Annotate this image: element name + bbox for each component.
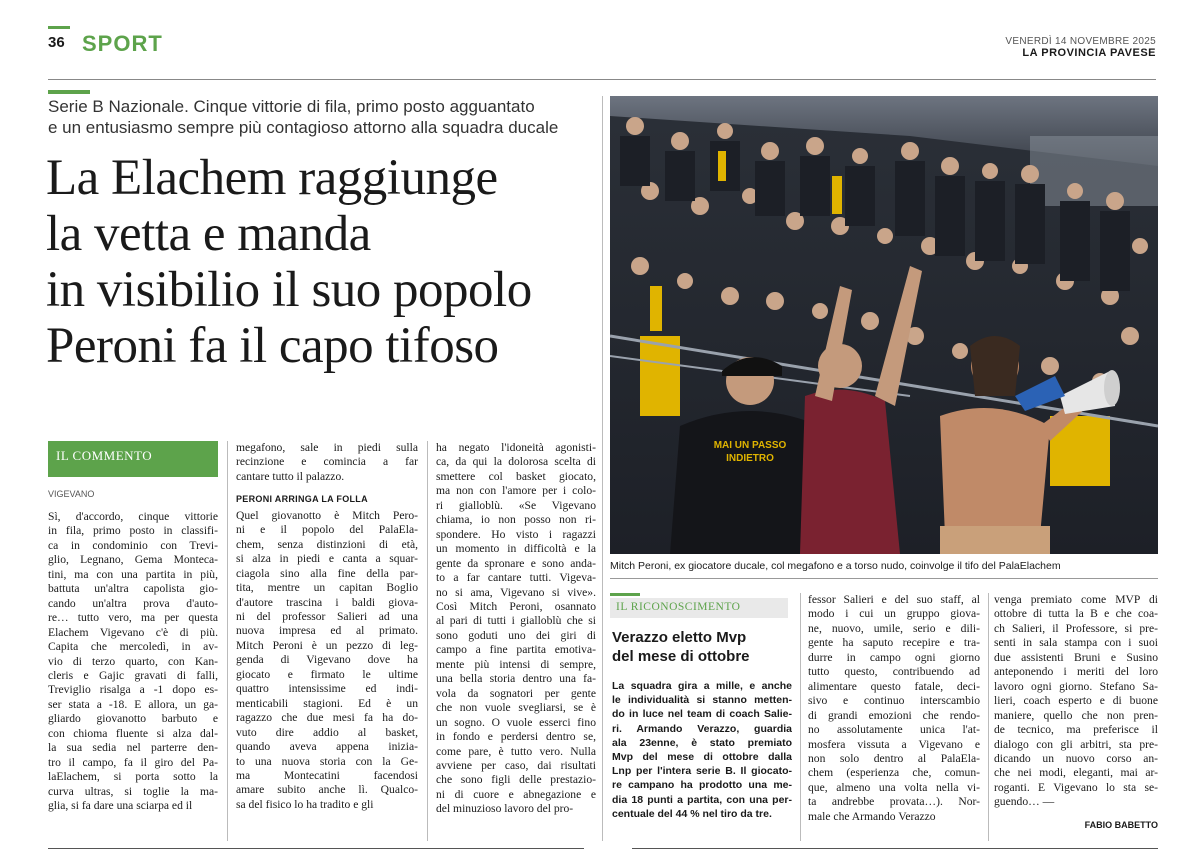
footer-rule bbox=[48, 848, 584, 849]
riconoscimento-label-box bbox=[610, 598, 788, 618]
text-line: glio, Legnano, Gema Monteca- bbox=[48, 553, 218, 567]
text-line: avviene per caso, dai risultati bbox=[436, 758, 596, 772]
text-line: con chioma fluente si alza dal- bbox=[48, 726, 218, 740]
article-kicker bbox=[48, 96, 596, 138]
text-line: ragazzo che due mesi fa ha do- bbox=[236, 711, 418, 725]
text-line: tutto questo, contribuendo ad bbox=[808, 665, 980, 679]
text-line: durre in campo ogni giorno bbox=[808, 650, 980, 664]
headline-line: in visibilio il suo popolo bbox=[46, 262, 532, 318]
header-accent-rule bbox=[48, 26, 70, 29]
text-line: quando aveva appena inizia- bbox=[236, 740, 418, 754]
text-line: mente più intensi di sempre, bbox=[436, 657, 596, 671]
page-number: 36 bbox=[48, 34, 65, 51]
riconoscimento-body bbox=[612, 679, 792, 821]
text-line: centuale del 44 % nel tiro da tre. bbox=[612, 807, 772, 820]
text-line: que, almeno una volta nella vi- bbox=[808, 780, 980, 794]
text-line: maniere, quello che non pren- bbox=[994, 708, 1158, 722]
text-line: Treviglio risalga a -1 dopo es- bbox=[48, 683, 218, 697]
text-line: che sono figli delle prestazio- bbox=[436, 773, 596, 787]
text-line: cleris e Gajic gravati di falli, bbox=[48, 668, 218, 682]
text-line: ne, nuovo, umile, serio e dili- bbox=[808, 621, 980, 635]
text-line: venga premiato come MVP di bbox=[994, 593, 1158, 606]
text-line: nuova impresa ed al primato. bbox=[236, 624, 418, 638]
text-line: alimentare questo fatale, deci- bbox=[808, 679, 980, 693]
text-column-1 bbox=[48, 510, 218, 814]
text-line: ch Salieri, il Professore, si pre- bbox=[994, 621, 1158, 635]
text-line: di grandi emozioni che rendo- bbox=[808, 708, 980, 722]
text-line: vuto dire addio al basket, bbox=[236, 725, 418, 739]
text-line: roganti. E Vigevano lo sta se- bbox=[994, 780, 1158, 794]
text-line: guendo… — bbox=[994, 795, 1055, 809]
riconoscimento-title-line: Verazzo eletto Mvp bbox=[612, 629, 747, 646]
text-line: laElachem, si porta sotto la bbox=[48, 770, 218, 784]
text-line: Lnp per l'intera serie B. Il giocato- bbox=[612, 765, 792, 778]
footer-rule bbox=[632, 848, 1158, 849]
text-line: ma Montecatini facendosi bbox=[236, 768, 418, 782]
text-line: chem (esperienza che, comun- bbox=[808, 766, 980, 780]
text-line: ni di cuore e abnegazione e bbox=[436, 787, 596, 801]
text-line: Così Mitch Peroni, osannato bbox=[436, 599, 596, 613]
author-signature: FABIO BABETTO bbox=[1084, 819, 1158, 830]
text-line: cantare tutto il palazzo. bbox=[236, 469, 345, 483]
text-line: due assistenti Bruni e Susino bbox=[994, 650, 1158, 664]
text-line: ser stata a -18. E allora, un ga- bbox=[48, 697, 218, 711]
text-line: chiama, io non posso non ri- bbox=[436, 513, 596, 527]
text-line: Mitch Peroni è un pezzo di leg- bbox=[236, 638, 418, 652]
text-line: de tecnico, ma preferisce il bbox=[994, 723, 1158, 737]
text-line: sono goduti uno dei giri di bbox=[436, 628, 596, 642]
text-line: chem, senza distinzioni di età, bbox=[236, 537, 418, 551]
text-line: battuta un'altra capolista gio- bbox=[48, 582, 218, 596]
text-line: anteponendo i meriti del loro bbox=[994, 665, 1158, 679]
text-line: cando un'altra prova d'auto- bbox=[48, 596, 218, 610]
text-line: in fondo e perdersi dentro se, bbox=[436, 730, 596, 744]
article-headline bbox=[46, 150, 606, 374]
text-line: che non vuole svegliarsi, se è bbox=[436, 701, 596, 715]
column-separator bbox=[427, 441, 428, 841]
kicker-line: e un entusiasmo sempre più contagioso attorno alla squadra ducale bbox=[48, 118, 559, 137]
column-separator bbox=[988, 593, 989, 841]
text-line: ri. Armando Verazzo, guardia bbox=[612, 722, 792, 735]
text-line: quattro intensissime ed indi- bbox=[236, 682, 418, 696]
section-title: SPORT bbox=[82, 31, 163, 56]
text-line: ni del professor Salieri ad una bbox=[236, 609, 418, 623]
text-line: del minuzioso lavoro del pro- bbox=[436, 802, 574, 816]
shirt-text-line: INDIETRO bbox=[726, 453, 774, 464]
text-line: amare subito anche lì. Qualco- bbox=[236, 783, 418, 797]
text-line: vola da sognatori per gente bbox=[436, 686, 596, 700]
photo-caption: Mitch Peroni, ex giocatore ducale, col megafono e a torso nudo, coinvolge il tifo del PalaElachem bbox=[610, 560, 1061, 572]
text-line: re campano ha prodotto una me- bbox=[612, 779, 792, 792]
dateline: VIGEVANO bbox=[48, 489, 95, 499]
text-line: La squadra gira a mille, e anche bbox=[612, 680, 792, 692]
crowd-photo-illustration bbox=[610, 96, 1158, 554]
text-line: come pare, è tutto vero. Nulla bbox=[436, 744, 596, 758]
text-line: ottobre di tutta la B e che coa- bbox=[994, 607, 1158, 621]
kicker-accent bbox=[48, 90, 90, 94]
text-line: menticabili stagioni. Ed è un bbox=[236, 696, 418, 710]
text-line: gente ha saputo recepire e tra- bbox=[808, 636, 980, 650]
text-column-3 bbox=[436, 441, 596, 817]
text-line: ala 23enne, è stato premiato bbox=[612, 736, 792, 749]
text-column-2 bbox=[236, 441, 418, 812]
shirt-text-line: MAI UN PASSO bbox=[713, 440, 787, 451]
text-line: glia, si fa dare una sciarpa ed il bbox=[48, 799, 193, 813]
text-line: lieri, coach esperto e di buone bbox=[994, 694, 1158, 708]
text-line: dia 18 punti a partita, con una per- bbox=[612, 793, 792, 806]
text-line: in fila, primo posto in classifi- bbox=[48, 524, 218, 538]
text-line: Capita che mercoledì, in av- bbox=[48, 640, 218, 654]
text-line: senti in sala stampa con i suoi bbox=[994, 636, 1158, 650]
text-line: campo a fine partita emotiva- bbox=[436, 643, 596, 657]
text-line: mosfera vissuta a Vigevano e bbox=[808, 737, 980, 751]
text-line: ta andrebbe provata…). Nor- bbox=[808, 795, 980, 809]
issue-date: VENERDÌ 14 NOVEMBRE 2025 bbox=[1005, 36, 1156, 47]
text-line: vio di terzo quarto, con Kan- bbox=[48, 654, 218, 668]
text-line: Quel giovanotto è Mitch Pero- bbox=[236, 508, 418, 522]
riconoscimento-accent bbox=[610, 593, 640, 596]
text-line: Sì, d'accordo, cinque vittorie bbox=[48, 510, 218, 523]
text-line: modo i cui un gruppo giova- bbox=[808, 607, 980, 621]
masthead bbox=[1005, 36, 1156, 59]
text-line: al pari di tutti i gialloblù che si bbox=[436, 614, 596, 628]
text-line: un sogno. O vuole esserci fino bbox=[436, 715, 596, 729]
column-separator bbox=[227, 441, 228, 841]
column-separator bbox=[602, 96, 603, 841]
text-line: spondere. Ho visto i ragazzi bbox=[436, 527, 596, 541]
text-line: ha negato l'idoneità agonisti- bbox=[436, 441, 596, 454]
text-line: le individualità si stanno metten- bbox=[612, 694, 792, 707]
text-line: fessor Salieri e del suo staff, al bbox=[808, 593, 980, 606]
text-column-5 bbox=[994, 593, 1158, 832]
text-line: tita, mentre un capitan Boglio bbox=[236, 581, 418, 595]
text-line: to una nuova storia con la Ge- bbox=[236, 754, 418, 768]
text-line: ca, da qui la dolorosa scelta di bbox=[436, 455, 596, 469]
text-line: d'autore trascina i baldi giova- bbox=[236, 595, 418, 609]
text-line: smettere col basket giocato, bbox=[436, 469, 596, 483]
text-line: un momento in difficoltà e la bbox=[436, 542, 596, 556]
text-line: gliardo giovanotto barbuto e bbox=[48, 712, 218, 726]
text-line: curva ultras, si toglie la ma- bbox=[48, 784, 218, 798]
riconoscimento-title-line: del mese di ottobre bbox=[612, 648, 750, 665]
headline-line: Peroni fa il capo tifoso bbox=[46, 318, 499, 374]
riconoscimento-label: IL RICONOSCIMENTO bbox=[616, 601, 741, 613]
text-line: re… tutto vero, ma per questa bbox=[48, 611, 218, 625]
text-line: ri gialloblù. «Se Vigevano bbox=[436, 498, 596, 512]
text-line: sivo e continuo interscambio bbox=[808, 694, 980, 708]
caption-divider bbox=[610, 578, 1158, 579]
text-line: megafono, sale in piedi sulla bbox=[236, 441, 418, 454]
commento-label: IL COMMENTO bbox=[56, 448, 153, 463]
text-line: ca in condominio con Trevi- bbox=[48, 538, 218, 552]
text-line: tini, ma con una partita in più, bbox=[48, 567, 218, 581]
headline-line: la vetta e manda bbox=[46, 206, 371, 262]
subheading: PERONI ARRINGA LA FOLLA bbox=[236, 494, 368, 505]
text-line: la sua sedia nel parterre den- bbox=[48, 741, 218, 755]
text-line: dialogo con gli arbitri, sta pre- bbox=[994, 737, 1158, 751]
text-line: no si ama, Vigevano si vive». bbox=[436, 585, 596, 599]
text-line: Mvp del mese di ottobre dalla bbox=[612, 751, 792, 764]
text-line: che nei modi, eleganti, mai ar- bbox=[994, 766, 1158, 780]
text-line: lavoro ogni giorno. Stefano Sa- bbox=[994, 679, 1158, 693]
column-separator bbox=[800, 593, 801, 841]
riconoscimento-title bbox=[612, 628, 792, 666]
text-line: dicando un nuovo corso an- bbox=[994, 751, 1158, 765]
text-line: si alza in piedi e canta a squar- bbox=[236, 552, 418, 566]
text-line: tro il campo, fa il giro del Pa- bbox=[48, 755, 218, 769]
text-line: giocato e firmato le ultime bbox=[236, 667, 418, 681]
headline-line: La Elachem raggiunge bbox=[46, 150, 498, 206]
kicker-line: Serie B Nazionale. Cinque vittorie di fila, primo posto agguantato bbox=[48, 97, 535, 116]
text-line: una bella storia dentro una fa- bbox=[436, 672, 596, 686]
text-line: gente da spronare e sono anda- bbox=[436, 556, 596, 570]
text-line: ni e il popolo del PalaEla- bbox=[236, 523, 418, 537]
header-divider bbox=[48, 79, 1156, 80]
publication-name: LA PROVINCIA PAVESE bbox=[1022, 47, 1156, 59]
text-line: recinzione e comincia a far bbox=[236, 455, 418, 469]
text-line: Elachem Vigevano c'è di più. bbox=[48, 625, 218, 639]
text-line: to a far cantare tutti. Vigeva- bbox=[436, 571, 596, 585]
commento-label-box bbox=[48, 441, 218, 477]
text-line: male che Armando Verazzo bbox=[808, 809, 936, 823]
text-line: sa del fisico lo ha tradito e gli bbox=[236, 797, 374, 811]
text-line: non solo dentro al PalaEla- bbox=[808, 751, 980, 765]
text-line: ma non con l'amore per i colo- bbox=[436, 484, 596, 498]
text-column-4 bbox=[808, 593, 980, 824]
text-line: genda di Vigevano dove ha bbox=[236, 653, 418, 667]
article-photo bbox=[610, 96, 1158, 554]
text-line: ciagola sino alla fine della par- bbox=[236, 566, 418, 580]
text-line: no assolutamente unica l'at- bbox=[808, 723, 980, 737]
text-line: do in luce nel team di coach Salie- bbox=[612, 708, 792, 721]
